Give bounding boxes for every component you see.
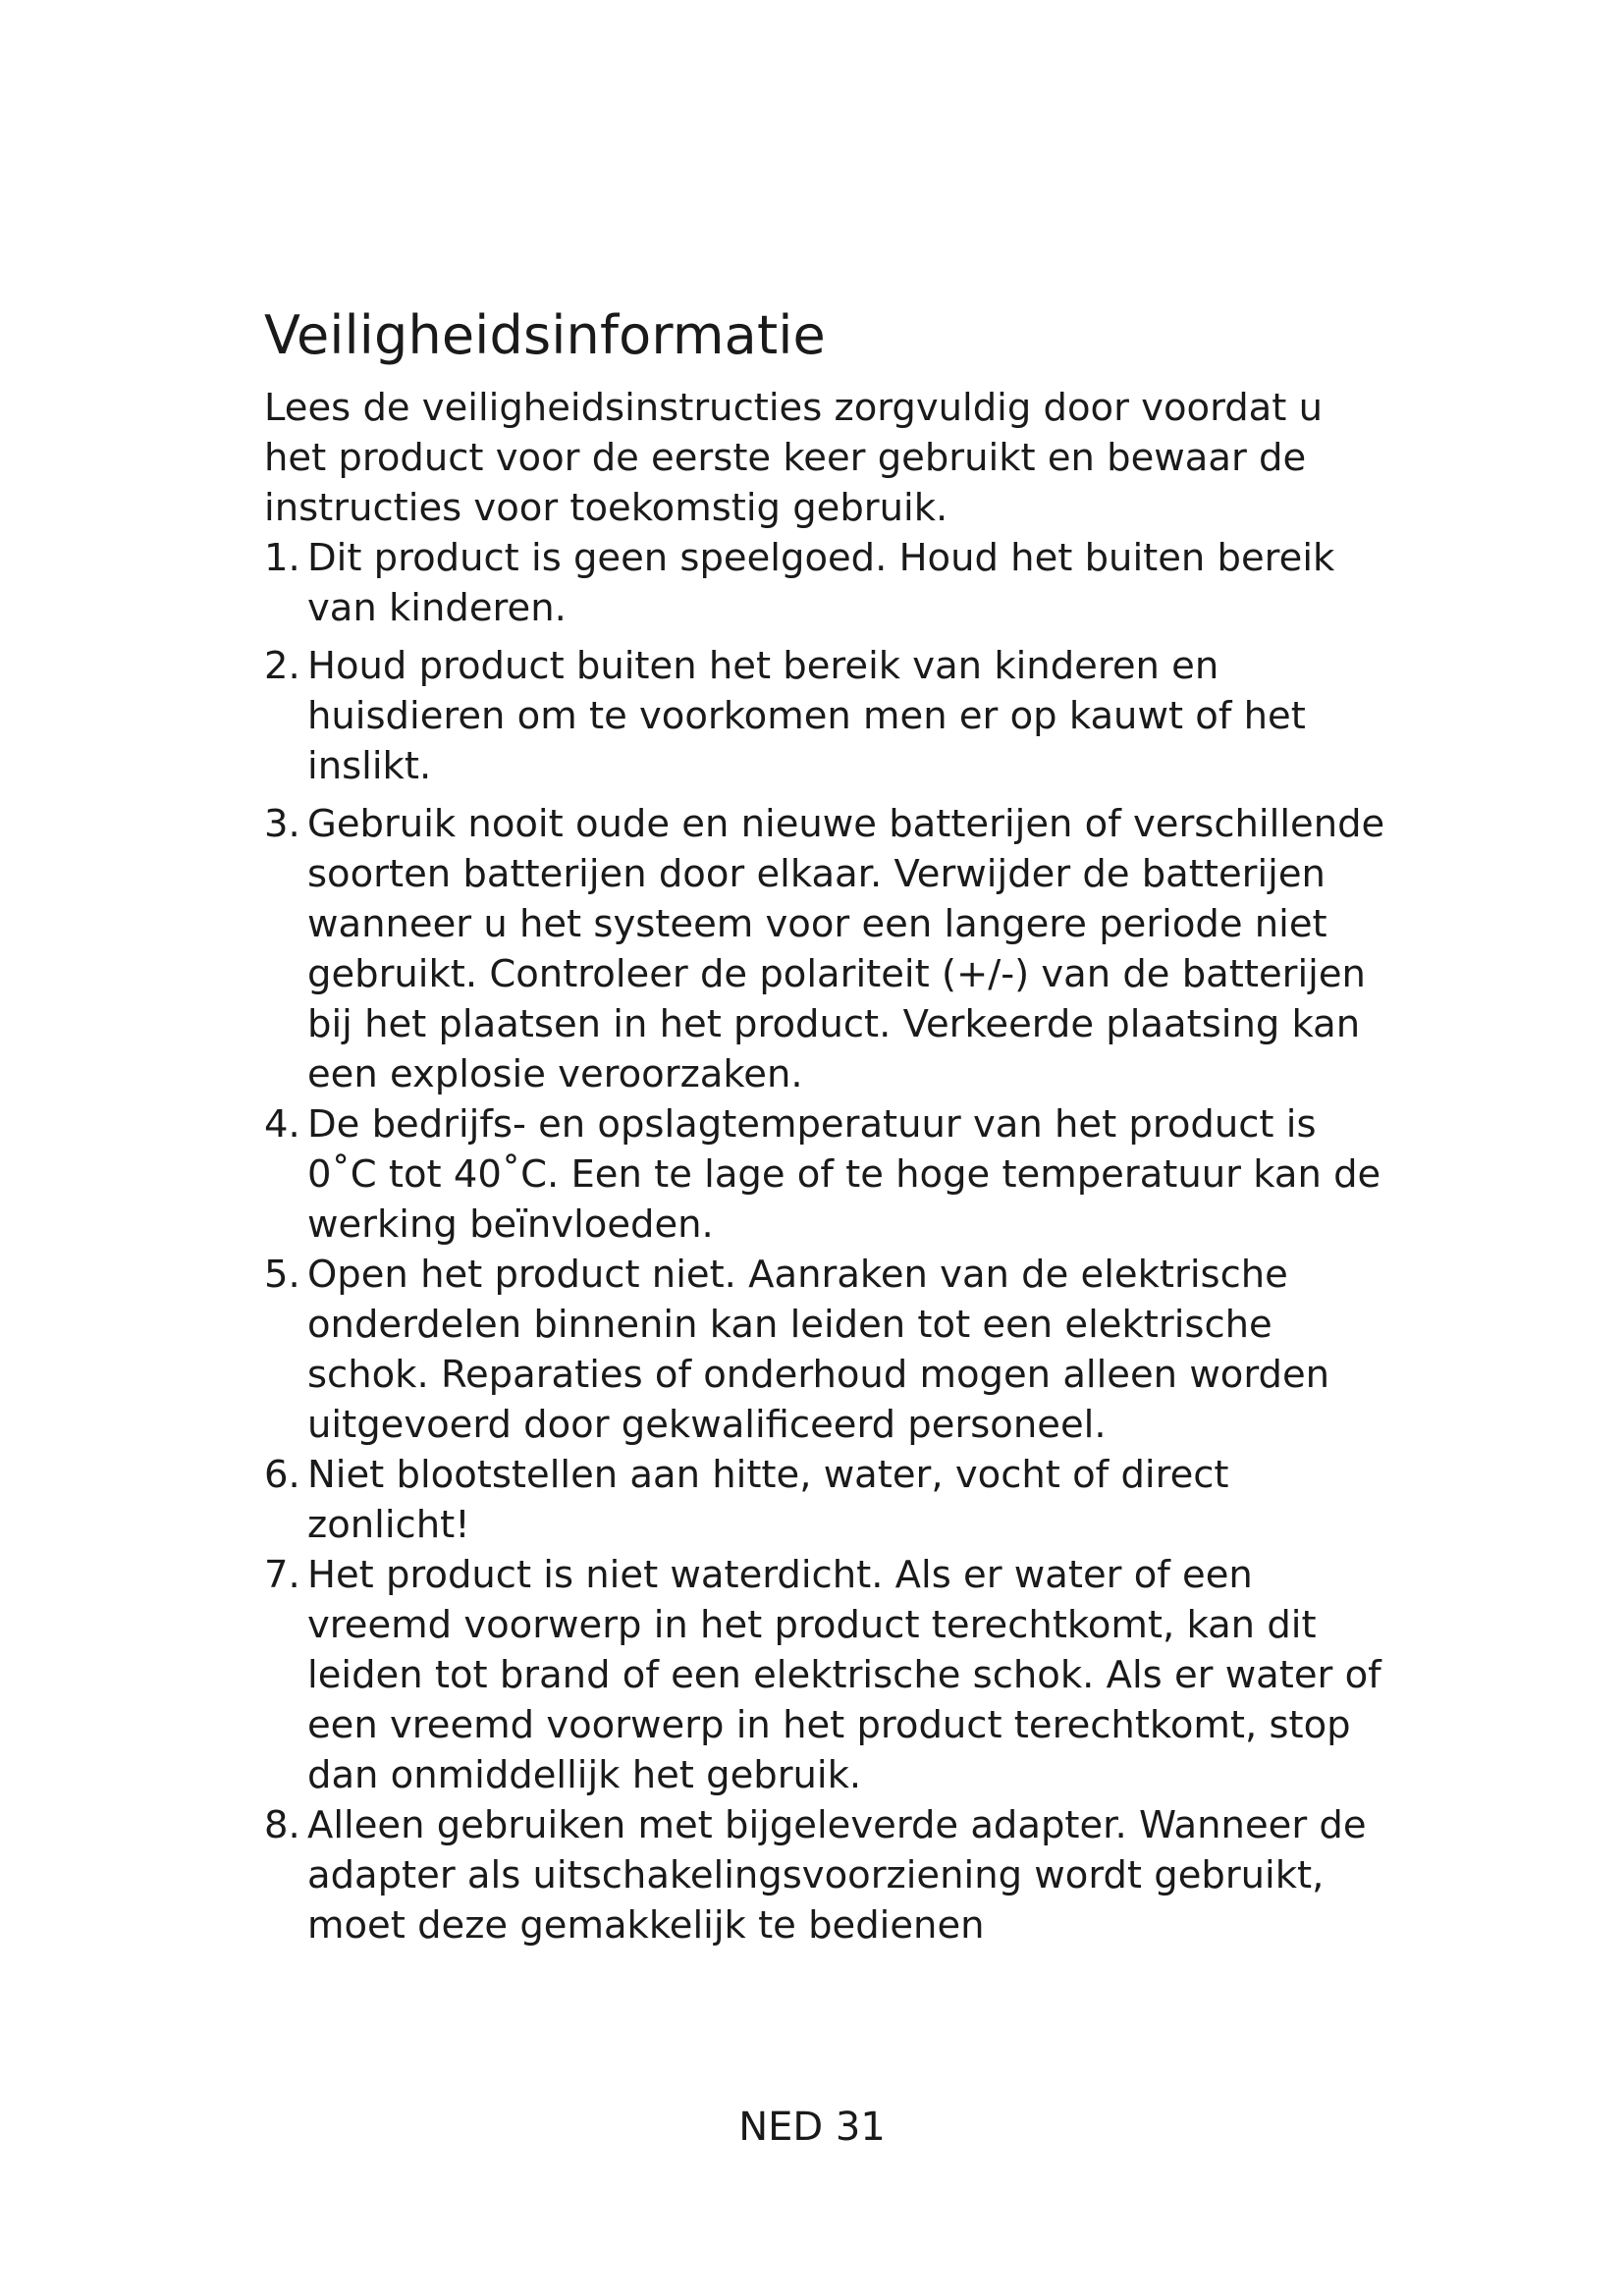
list-item: [264, 799, 1393, 1099]
list-item-text: Open het product niet. Aanraken van de elektrische onderdelen binnenin kan leiden tot een elektrische schok. Reparaties of onderhoud mogen alleen worden uitgevoerd door gekwalificeerd personeel.: [307, 1253, 1330, 1447]
list-item: [264, 533, 1393, 633]
list-item-number: 8.: [264, 1803, 300, 1847]
list-item-number: 2.: [264, 644, 300, 688]
list-item-text: De bedrijfs- en opslagtemperatuur van het product is 0˚C tot 40˚C. Een te lage of te hoge temperatuur kan de werking beïnvloeden.: [307, 1102, 1381, 1247]
list-item-number: 3.: [264, 802, 300, 846]
page-number: NED 31: [738, 2105, 886, 2150]
list-item-number: 6.: [264, 1453, 300, 1497]
list-item-number: 5.: [264, 1253, 300, 1297]
document-body: [264, 300, 1393, 1950]
list-item-text: Niet blootstellen aan hitte, water, vocht of direct zonlicht!: [307, 1453, 1229, 1547]
page-title: Veiligheidsinformatie: [264, 304, 826, 366]
list-item: [264, 1250, 1393, 1450]
list-item-text: Dit product is geen speelgoed. Houd het buiten bereik van kinderen.: [307, 536, 1335, 630]
list-item-number: 1.: [264, 536, 300, 580]
safety-list: [264, 533, 1393, 1950]
list-item-number: 7.: [264, 1553, 300, 1597]
list-item: [264, 1550, 1393, 1800]
list-item-text: Het product is niet waterdicht. Als er water of een vreemd voorwerp in het product terechtkomt, kan dit leiden tot brand of een elektrische schok. Als er water of een vreemd voorwerp in het product terechtkomt, stop dan onmiddellijk het gebruik.: [307, 1553, 1381, 1797]
list-item: [264, 1450, 1393, 1550]
list-item-text: Houd product buiten het bereik van kinderen en huisdieren om te voorkomen men er op kauwt of het inslikt.: [307, 644, 1306, 788]
list-item: [264, 1099, 1393, 1250]
list-item-text: Alleen gebruiken met bijgeleverde adapter. Wanneer de adapter als uitschakelingsvoorziening wordt gebruikt, moet deze gemakkelijk te bedienen: [307, 1803, 1367, 1948]
list-item-number: 4.: [264, 1102, 300, 1147]
intro-paragraph: Lees de veiligheidsinstructies zorgvuldig door voordat u het product voor de eerste keer gebruikt en bewaar de instructies voor toekomstig gebruik.: [264, 386, 1323, 530]
list-item-text: Gebruik nooit oude en nieuwe batterijen of verschillende soorten batterijen door elkaar. Verwijder de batterijen wanneer u het systeem voor een langere periode niet gebruikt. Controleer de polariteit (+/-) van de batterijen bij het plaatsen in het product. Verkeerde plaatsing kan een explosie veroorzaken.: [307, 802, 1385, 1096]
list-item: [264, 641, 1393, 791]
list-item: [264, 1800, 1393, 1950]
